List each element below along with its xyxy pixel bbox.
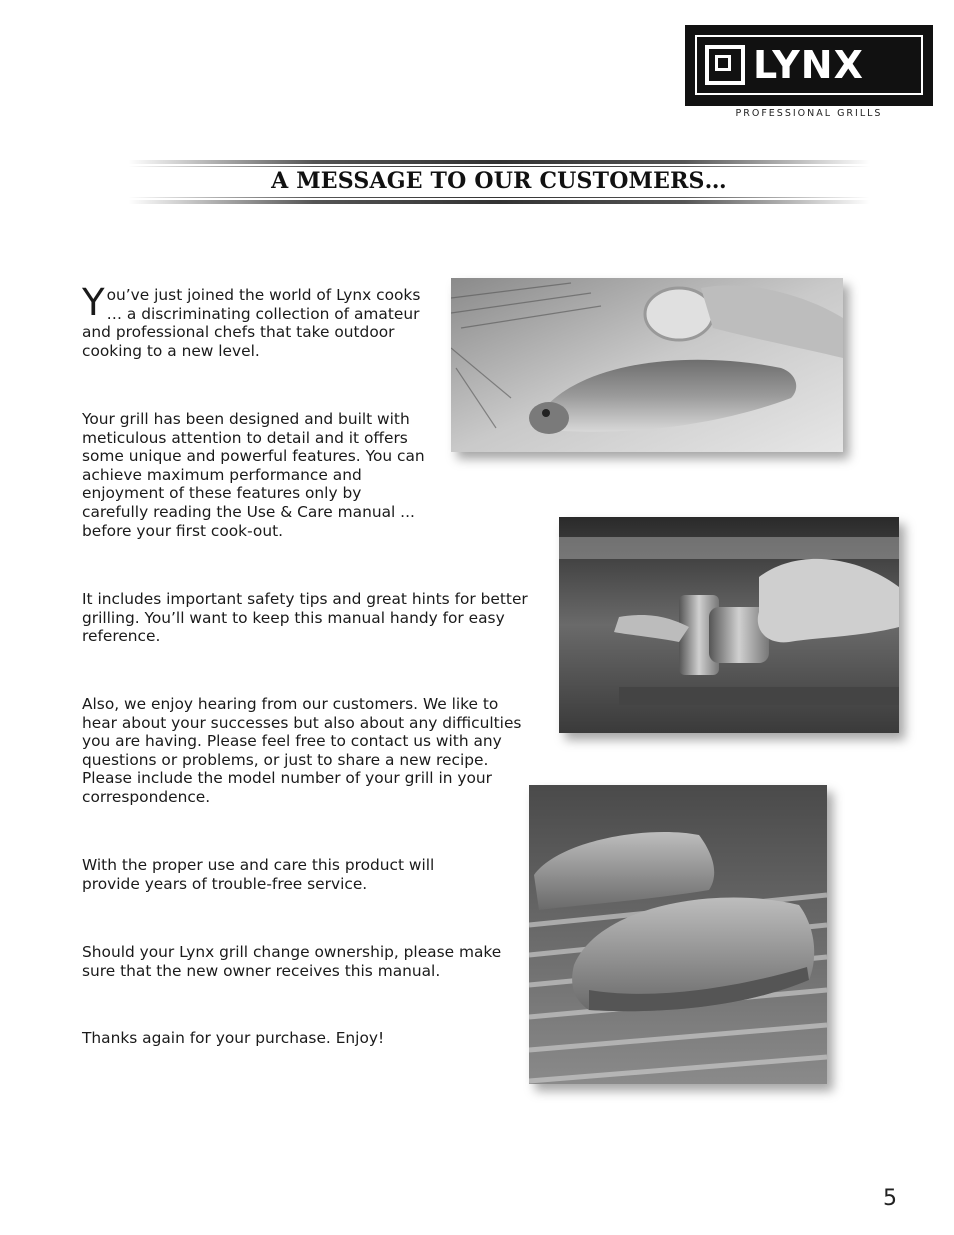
paragraph-service: With the proper use and care this product will provide years of trouble-free service. — [82, 856, 435, 893]
paragraph-ownership: Should your Lynx grill change ownership, please make sure that the new owner receives this manual. — [82, 943, 502, 980]
lynx-logo-mark-icon — [705, 45, 745, 85]
intro-paragraph — [82, 281, 432, 360]
lynx-logo-frame — [695, 35, 923, 95]
logo-tagline: PROFESSIONAL GRILLS — [735, 108, 883, 119]
heading-top-rule-thin — [128, 166, 870, 167]
lynx-logo — [685, 25, 933, 106]
drop-cap: Y — [82, 281, 105, 324]
paragraph-design: Your grill has been designed and built with meticulous attention to detail and it offers some unique and powerful features. You can achieve maximum performance and enjoyment of these features only by carefully reading the Use & Care manual ... before your first cook-out. — [82, 410, 425, 540]
paragraph-safety: It includes important safety tips and great hints for better grilling. You’ll want to keep this manual handy for easy reference. — [82, 590, 528, 646]
grill-knob-photo — [559, 517, 899, 733]
heading-top-rule — [128, 160, 870, 164]
fish-lemon-photo — [451, 278, 843, 452]
lynx-logo-wordmark: LYNX — [753, 43, 864, 87]
heading-bottom-rule-thin — [128, 197, 870, 198]
page-heading: A MESSAGE TO OUR CUSTOMERS… — [271, 168, 727, 194]
salmon-grill-photo — [529, 785, 827, 1084]
heading-bottom-rule — [128, 200, 870, 204]
paragraph-feedback: Also, we enjoy hearing from our customers. We like to hear about your successes but also about any difficulties you are having. Please feel free to contact us with any questions or problems, or just to share a new recipe. Please include the model number of your grill in your correspondence. — [82, 695, 522, 806]
paragraph-thanks: Thanks again for your purchase. Enjoy! — [82, 1029, 385, 1047]
page-number: 5 — [883, 1186, 897, 1211]
intro-text: ou’ve just joined the world of Lynx cooks … a discriminating collection of amateur and professional chefs that take outdoor cooking to a new level. — [82, 286, 421, 360]
